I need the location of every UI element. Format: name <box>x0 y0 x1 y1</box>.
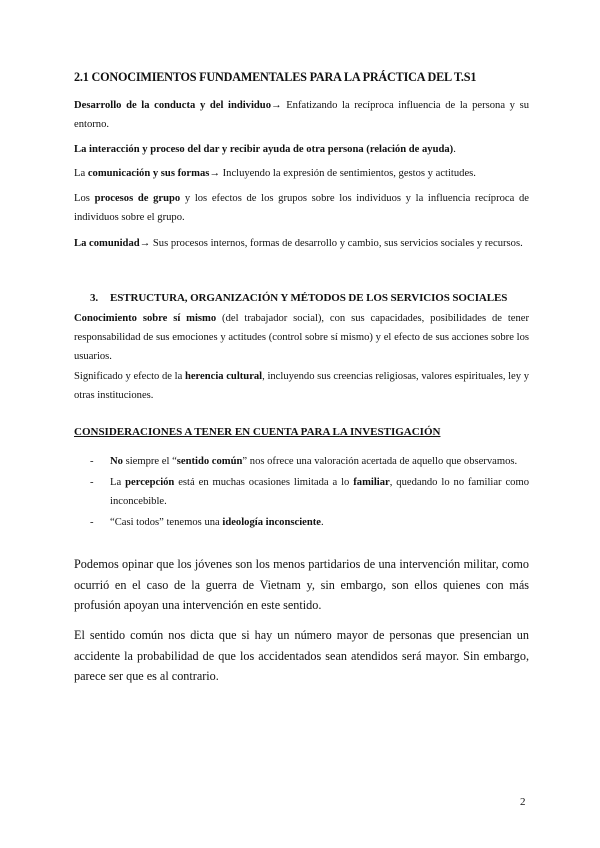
term-unconscious-ideology: ideología inconsciente <box>222 517 321 528</box>
arrow-icon: → <box>209 168 220 179</box>
paragraph-common-sense: El sentido común nos dicta que si hay un número mayor de personas que presencian un accidente la probabilidad de que los accidentados sean atendidos será mayor. Sin embargo, parece ser que es al contrario. <box>74 628 529 683</box>
term-cultural-heritage: herencia cultural <box>184 371 263 382</box>
paragraph-community <box>74 234 529 253</box>
arrow-icon: → <box>271 100 282 111</box>
item-text: . <box>320 517 324 528</box>
page-number: 2 <box>520 796 526 808</box>
term-communication: comunicación y sus formas <box>87 168 210 179</box>
paragraph-text: Incluyendo la expresión de sentimientos, gestos y actitudes. <box>219 168 476 179</box>
term-no: No <box>110 456 123 467</box>
paragraph-lead: Significado y efecto de la <box>74 371 185 382</box>
term-community: La comunidad <box>74 238 140 249</box>
item-text: está en muchas ocasiones limitada a lo <box>174 477 354 488</box>
term-common-sense: sentido común <box>176 456 243 467</box>
term-familiar: familiar <box>353 477 390 488</box>
item-text: ” nos ofrece una valoración acertada de aquello que observamos. <box>242 456 518 467</box>
item-text: , quedando lo no familiar como inconcebible. <box>110 477 529 507</box>
section-3-number: 3. <box>90 292 99 304</box>
paragraph-interaction <box>74 140 529 159</box>
dash-bullet: - <box>90 477 94 488</box>
paragraph-text: (del trabajador social), con sus capacidades, posibilidades de tener responsabilidad de sus emociones y actitudes (control sobre sí mismo) y el efecto de sus acciones sobre los usuarios. <box>74 313 529 362</box>
term-groups: procesos de grupo <box>94 193 181 204</box>
arrow-icon: → <box>139 238 151 249</box>
section-title: 2.1 CONOCIMIENTOS FUNDAMENTALES PARA LA PRÁCTICA DEL T.S1 <box>74 70 477 84</box>
paragraph-communication <box>74 164 529 183</box>
paragraph-youth-intervention: Podemos opinar que los jóvenes son los menos partidarios de una intervención militar, como ocurrió en el caso de la guerra de Vietnam y, sin embargo, son ellos quienes con más profusión apoyan una intervención en este sentido. <box>74 557 529 612</box>
list-item <box>90 452 529 471</box>
item-text: siempre el “ <box>122 456 177 467</box>
term-self-knowledge: Conocimiento sobre sí mismo <box>74 313 217 324</box>
list-item <box>90 513 529 532</box>
paragraph-text: Enfatizando la recíproca influencia de la persona y su entorno. <box>74 100 529 130</box>
considerations-title: CONSIDERACIONES A TENER EN CUENTA PARA LA INVESTIGACIÓN <box>74 426 441 438</box>
term-development: Desarrollo de la conducta y del individuo <box>74 100 271 111</box>
paragraph-text: . <box>453 144 456 155</box>
paragraph-self-knowledge <box>74 309 529 366</box>
dash-bullet: - <box>90 456 94 467</box>
paragraph-groups <box>74 189 529 227</box>
paragraph-development <box>74 96 529 134</box>
item-text: La <box>110 477 126 488</box>
considerations-list <box>90 452 529 534</box>
term-interaction: La interacción y proceso del dar y recibir ayuda de otra persona (relación de ayuda) <box>74 144 454 155</box>
dash-bullet: - <box>90 517 94 528</box>
list-item <box>90 473 529 511</box>
item-text: “Casi todos” tenemos una <box>110 517 223 528</box>
paragraph-text: y los efectos de los grupos sobre los individuos y la influencia recíproca de individuos sobre el grupo. <box>74 193 529 223</box>
term-perception: percepción <box>125 477 175 488</box>
section-3-title <box>90 292 507 304</box>
paragraph-lead: Los <box>74 193 95 204</box>
paragraph-lead: La <box>74 168 88 179</box>
section-3-heading: ESTRUCTURA, ORGANIZACIÓN Y MÉTODOS DE LOS SERVICIOS SOCIALES <box>110 292 508 304</box>
paragraph-cultural-heritage <box>74 367 529 405</box>
paragraph-text: , incluyendo sus creencias religiosas, valores espirituales, ley y otras instituciones. <box>74 371 530 401</box>
paragraph-text: Sus procesos internos, formas de desarrollo y cambio, sus servicios sociales y recursos. <box>150 238 523 249</box>
